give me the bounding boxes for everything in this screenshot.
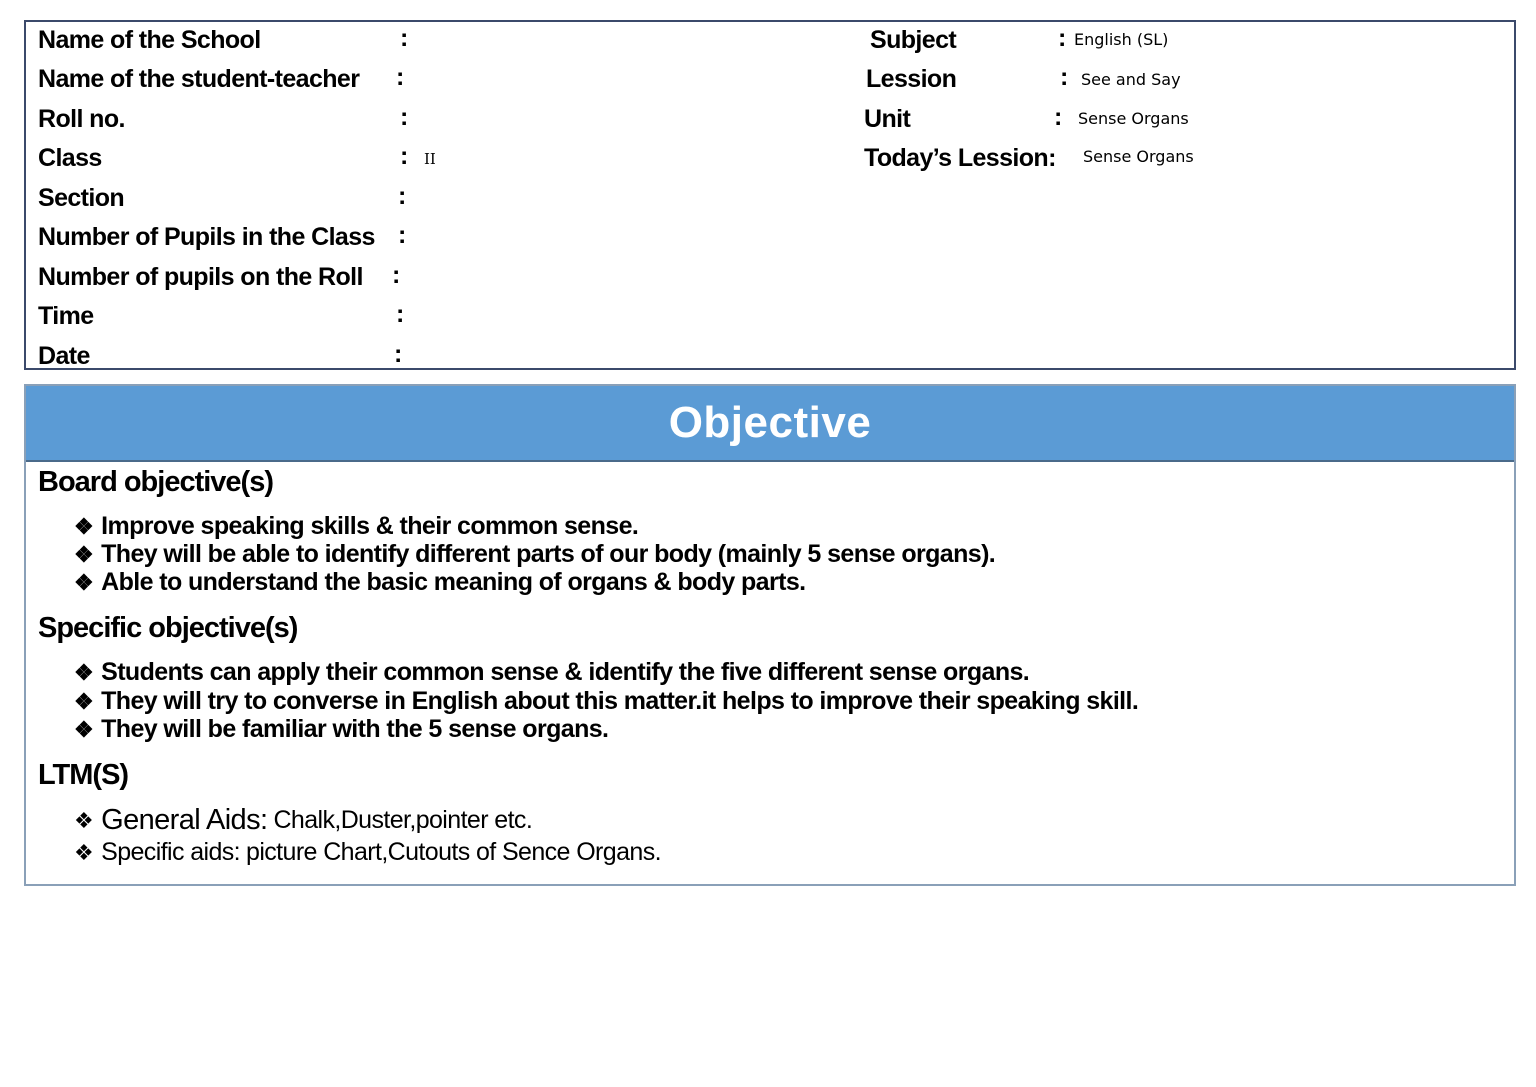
info-label: Name of the student-teacher	[38, 64, 360, 93]
info-row-subject	[870, 22, 956, 58]
ltm-heading: LTM(S)	[38, 759, 129, 791]
list-item: ❖ They will be able to identify different parts of our body (mainly 5 sense organs).	[74, 540, 996, 568]
info-colon: :	[400, 103, 409, 131]
diamond-bullet-icon: ❖	[74, 807, 94, 833]
board-objectives-heading: Board objective(s)	[38, 466, 273, 498]
ltm-value: Chalk,Duster,pointer etc.	[273, 806, 533, 834]
diamond-bullet-icon: ❖	[74, 569, 94, 595]
info-label: Number of Pupils in the Class	[38, 222, 375, 251]
info-row-roll-no	[38, 101, 125, 137]
info-row-pupils-on-roll	[38, 259, 363, 295]
diamond-bullet-icon: ❖	[74, 541, 94, 567]
info-row-student-teacher	[38, 61, 359, 97]
info-colon: :	[394, 340, 403, 368]
objective-title: Objective	[668, 398, 872, 447]
diamond-bullet-icon: ❖	[74, 513, 94, 539]
info-colon: :	[1058, 24, 1067, 52]
ltm-value: picture Chart,Cutouts of Sence Organs.	[246, 838, 661, 866]
info-label: Number of pupils on the Roll	[38, 262, 363, 291]
info-label: Today’s Lession:	[864, 143, 1056, 172]
info-label: Section	[38, 183, 125, 212]
specific-objectives-heading: Specific objective(s)	[38, 612, 298, 644]
info-label: Lession	[866, 64, 957, 93]
info-colon: :	[398, 182, 407, 210]
class-value: II	[424, 150, 436, 168]
info-colon: :	[400, 24, 409, 52]
info-colon: :	[396, 300, 405, 328]
info-row-section	[38, 180, 124, 216]
diamond-bullet-icon: ❖	[74, 688, 94, 714]
ltm-label: General Aids:	[101, 804, 268, 836]
info-row-school	[38, 22, 261, 58]
info-colon: :	[398, 221, 407, 249]
info-row-pupils-in-class	[38, 219, 375, 255]
list-item: ❖ They will be familiar with the 5 sense organs.	[74, 715, 609, 743]
objective-header	[26, 386, 1514, 462]
info-label: Time	[38, 301, 94, 330]
subject-value: English (SL)	[1074, 30, 1169, 49]
info-colon: :	[392, 261, 401, 289]
info-label: Class	[38, 143, 102, 172]
list-item: ❖ They will try to converse in English about this matter.it helps to improve their speaking skill.	[74, 687, 1139, 715]
ltm-label: Specific aids:	[101, 838, 241, 866]
info-colon: :	[1060, 63, 1069, 91]
info-row-lession	[866, 61, 956, 97]
info-label: Name of the School	[38, 25, 261, 54]
info-row-time	[38, 298, 94, 334]
info-colon: :	[400, 142, 409, 170]
info-row-date	[38, 338, 90, 374]
info-label: Roll no.	[38, 104, 125, 133]
objective-section	[24, 384, 1516, 886]
info-label: Unit	[864, 104, 911, 133]
list-item: ❖ Students can apply their common sense & identify the five different sense organs.	[74, 658, 1030, 686]
list-item: ❖ Able to understand the basic meaning of organs & body parts.	[74, 568, 806, 596]
lession-value: See and Say	[1081, 70, 1181, 89]
info-label: Subject	[870, 25, 957, 54]
list-item	[74, 838, 661, 867]
info-colon: :	[396, 63, 405, 91]
info-row-todays-lession	[864, 140, 1056, 176]
info-row-class	[38, 140, 102, 176]
diamond-bullet-icon: ❖	[74, 716, 94, 742]
todays-lession-value: Sense Organs	[1083, 147, 1194, 166]
unit-value: Sense Organs	[1078, 109, 1189, 128]
diamond-bullet-icon: ❖	[74, 659, 94, 685]
info-colon: :	[1054, 103, 1063, 131]
lesson-info-box	[24, 20, 1516, 370]
info-label: Date	[38, 341, 90, 370]
info-row-unit	[864, 101, 910, 137]
diamond-bullet-icon: ❖	[74, 839, 94, 865]
list-item: ❖ Improve speaking skills & their common sense.	[74, 512, 639, 540]
list-item	[74, 804, 532, 837]
